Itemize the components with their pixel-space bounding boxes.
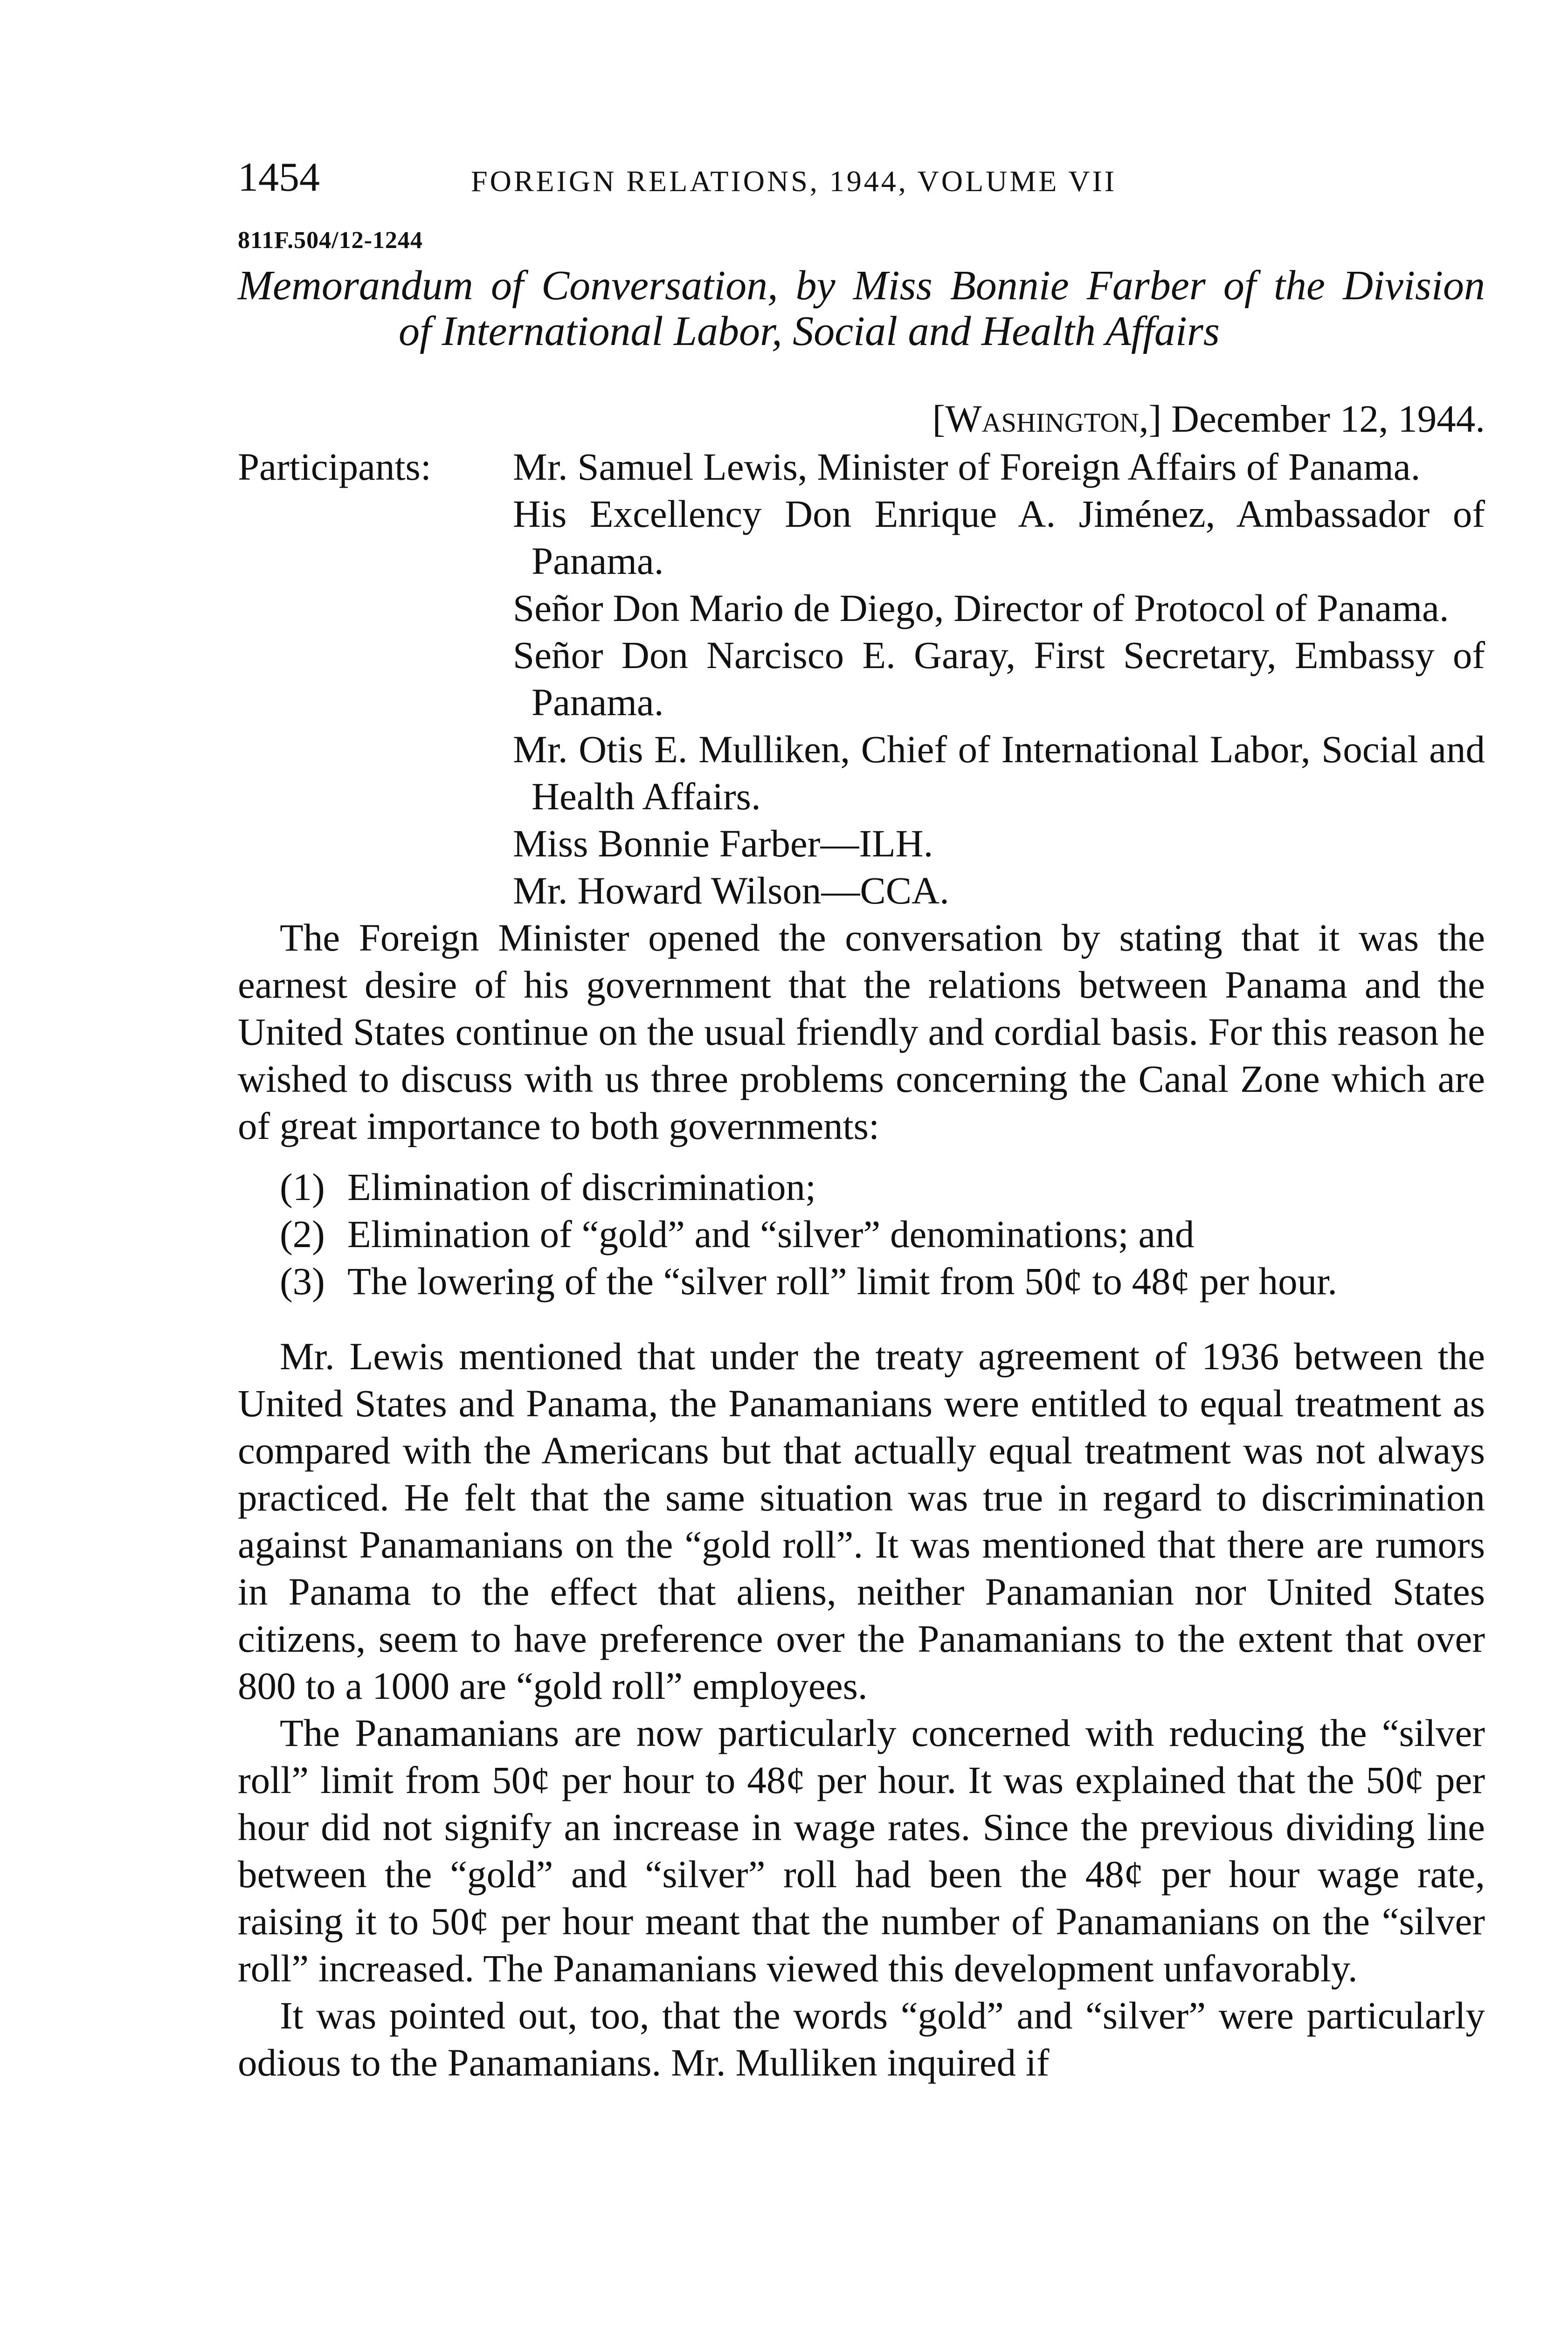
- topic-number: (2): [280, 1213, 325, 1255]
- body-paragraph: The Panamanians are now particularly concerned with reducing the “silver roll” limit from 50¢ per hour to 48¢ per hour. It was explained that the 50¢ per hour did not signify an increase in wage rates. Since the previous dividing line between the “gold” and “silver” roll had been the 48¢ per hour wage rate, raising it to 50¢ per hour meant that the number of Panamanians on the “silver roll” increased. The Panamanians viewed this development unfavorably.: [238, 1711, 1485, 1990]
- topic-item: [280, 1164, 1485, 1211]
- topic-text: Elimination of “gold” and “silver” denominations; and: [347, 1213, 1195, 1255]
- topic-text: The lowering of the “silver roll” limit from 50¢ to 48¢ per hour.: [347, 1260, 1337, 1303]
- participant-item: Señor Don Mario de Diego, Director of Protocol of Panama.: [513, 586, 1449, 629]
- document-title-line-1: Memorandum of Conversation, by Miss Bonnie Farber of the Division: [238, 262, 1485, 309]
- dateline: [238, 395, 1485, 442]
- body-paragraph: The Foreign Minister opened the conversation by stating that it was the earnest desire of his government that the relations between Panama and the United States continue on the usual friendly and cordial basis. For this reason he wished to discuss with us three problems concerning the Canal Zone which are of great importance to both governments:: [238, 916, 1485, 1147]
- participants-label: Participants:: [238, 445, 431, 488]
- file-reference: 811F.504/12-1244: [238, 227, 423, 254]
- spacer: [238, 1305, 1485, 1333]
- participant-item: Señor Don Narcisco E. Garay, First Secretary, Embassy of Panama.: [513, 634, 1485, 724]
- body-paragraph: It was pointed out, too, that the words “gold” and “silver” were particularly odious to the Panamanians. Mr. Mulliken inquired if: [238, 1994, 1485, 2084]
- topic-number: (1): [280, 1166, 325, 1208]
- participant-item: Mr. Otis E. Mulliken, Chief of International Labor, Social and Health Affairs.: [513, 728, 1485, 818]
- topic-text: Elimination of discrimination;: [347, 1166, 816, 1208]
- topic-number: (3): [280, 1260, 325, 1303]
- dateline-place: [Washington,]: [932, 397, 1162, 440]
- topic-item: [280, 1211, 1485, 1258]
- participant-item: Miss Bonnie Farber—ILH.: [513, 822, 933, 865]
- document-title-line-2: of International Labor, Social and Health Affairs: [399, 308, 1220, 354]
- page-number: 1454: [238, 155, 320, 200]
- page-header: [238, 154, 1485, 210]
- topic-item: [280, 1258, 1485, 1305]
- running-head: FOREIGN RELATIONS, 1944, VOLUME VII: [471, 165, 1117, 198]
- document-page: [238, 154, 1485, 2086]
- participant-item: Mr. Samuel Lewis, Minister of Foreign Affairs of Panama.: [513, 445, 1421, 488]
- participants-block: [238, 443, 1485, 914]
- participant-item: His Excellency Don Enrique A. Jiménez, Ambassador of Panama.: [513, 492, 1485, 582]
- participants-list: [513, 443, 1485, 914]
- participant-item: Mr. Howard Wilson—CCA.: [513, 869, 949, 912]
- body-paragraph: Mr. Lewis mentioned that under the treaty agreement of 1936 between the United States and Panama, the Panamanians were entitled to equal treatment as compared with the Americans but that actually equal treatment was not always practiced. He felt that the same situation was true in regard to discrimination against Panamanians on the “gold roll”. It was mentioned that there are rumors in Panama to the effect that aliens, neither Panamanian nor United States citizens, seem to have preference over the Panamanians to the extent that over 800 to a 1000 are “gold roll” employees.: [238, 1335, 1485, 1707]
- topics-list: [238, 1164, 1485, 1305]
- dateline-date: December 12, 1944.: [1171, 397, 1485, 440]
